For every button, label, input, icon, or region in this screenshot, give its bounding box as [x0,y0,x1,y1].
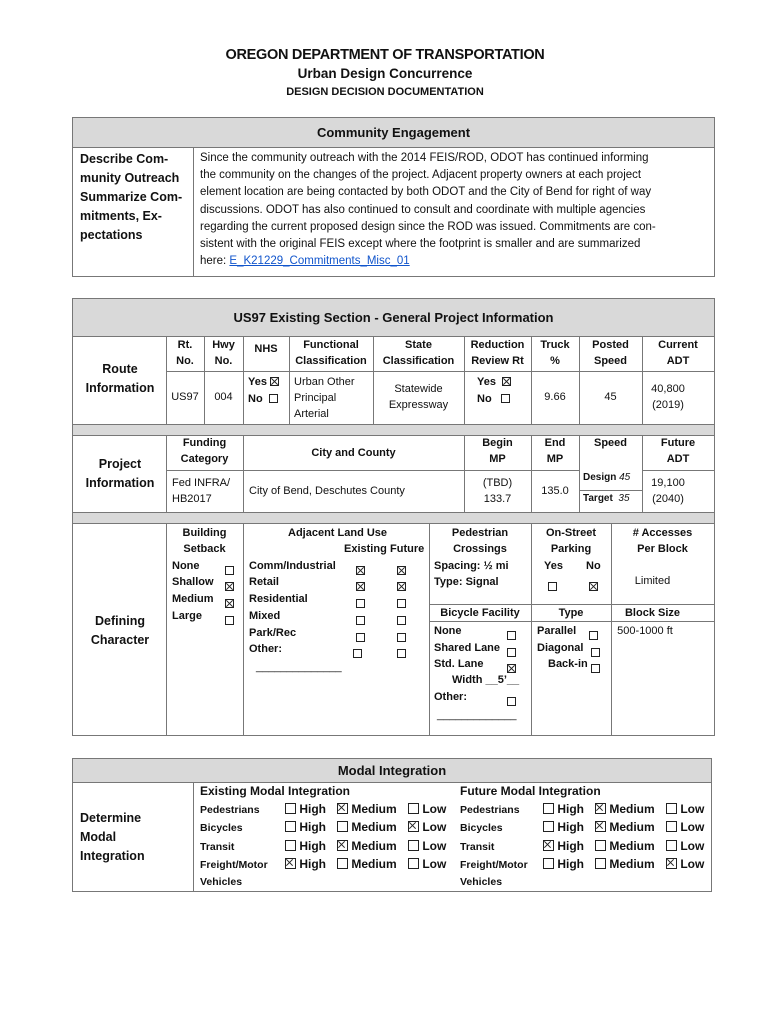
future-freight-low-checkbox[interactable] [666,858,677,869]
ped-spacing: Spacing: ½ mi [434,560,509,572]
future-pedestrians-high-checkbox[interactable] [543,803,554,814]
existing-level-option[interactable]: High [285,856,326,872]
end-mp: 135.0 [541,485,569,497]
existing-modal-title: Existing Modal Integration [200,784,351,798]
parking-parallel-checkbox[interactable] [589,631,598,640]
city-county: City of Bend, Deschutes County [249,485,405,497]
park-future-checkbox[interactable] [397,633,406,642]
existing-level-option[interactable]: High [285,838,326,854]
commitments-link[interactable]: E_K21229_Commitments_Misc_01 [229,255,410,268]
existing-level-option[interactable]: Low [408,819,446,835]
existing-bicycles-low-checkbox[interactable] [408,821,419,832]
existing-level-option[interactable]: Medium [337,838,397,854]
functional-classification: Urban Other Principal Arterial [294,376,355,420]
truck-percent: 9.66 [544,391,566,403]
community-label: Describe Com- munity Outreach Summarize Com- mitments, Ex- pectations [80,152,183,242]
parking-no-checkbox[interactable] [589,582,598,591]
future-pedestrians-medium-checkbox[interactable] [595,803,606,814]
future-mode-label: Pedestrians [460,804,520,816]
future-transit-high-checkbox[interactable] [543,840,554,851]
funding-category: Fed INFRA/ HB2017 [172,477,231,505]
existing-level-option[interactable]: Low [408,838,446,854]
comm-future-checkbox[interactable] [397,566,406,575]
mixed-existing-checkbox[interactable] [356,616,365,625]
modal-label: Determine Modal Integration [80,811,145,863]
form-title: Urban Design Concurrence [297,66,473,81]
retail-existing-checkbox[interactable] [356,582,365,591]
setback-none: None [172,560,200,572]
project-info-label: Project Information [85,457,155,490]
setback-medium-checkbox[interactable] [225,599,234,608]
park-existing-checkbox[interactable] [356,633,365,642]
existing-freight-high-checkbox[interactable] [285,858,296,869]
modal-heading: Modal Integration [73,759,711,783]
existing-level-option[interactable]: High [285,801,326,817]
future-bicycles-medium-checkbox[interactable] [595,821,606,832]
future-level-option[interactable]: Medium [595,856,655,872]
future-adt: 19,100 (2040) [651,477,685,505]
accesses-per-block: Limited [634,575,671,587]
reduction-yes-checkbox[interactable] [502,377,511,386]
setback-shallow-checkbox[interactable] [225,582,234,591]
parking-diagonal-checkbox[interactable] [591,648,600,657]
comm-existing-checkbox[interactable] [356,566,365,575]
future-modal-title: Future Modal Integration [460,784,601,798]
bike-none-checkbox[interactable] [507,631,516,640]
other-future-checkbox[interactable] [397,649,406,658]
existing-freight-medium-checkbox[interactable] [337,858,348,869]
existing-pedestrians-high-checkbox[interactable] [285,803,296,814]
future-level-option[interactable]: High [543,801,584,817]
bike-other-checkbox[interactable] [507,697,516,706]
agency-title: OREGON DEPARTMENT OF TRANSPORTATION [225,47,545,63]
community-text: Since the community outreach with the 2014 FEIS/ROD, ODOT has continued informing the community on the changes of the project. Adjacent property owners at each project element location are being contacted by both ODOT and the City of Bend for right of way discussions. ODOT has also continued to consult and coordinate with multiple agencies regarding the current proposed design since the ROD was issued. Commitments are con- sistent with the original FEIS except where the footprint is smaller and are summarized here: E_K21229_Commitments_Misc_01 [200,152,656,268]
route-number: US97 [171,391,199,403]
defining-character-label: Defining Character [90,614,150,647]
mixed-future-checkbox[interactable] [397,616,406,625]
highway-number: 004 [214,391,233,403]
existing-mode-label: Pedestrians [200,804,260,816]
existing-bicycles-high-checkbox[interactable] [285,821,296,832]
current-adt: 40,800 (2019) [651,383,685,411]
existing-level-option[interactable]: Medium [337,856,397,872]
future-level-option[interactable]: High [543,819,584,835]
future-level-option[interactable]: Medium [595,801,655,817]
parking-yes-checkbox[interactable] [548,582,557,591]
existing-level-option[interactable]: High [285,819,326,835]
posted-speed: 45 [604,391,617,403]
target-speed: 35 [618,493,630,504]
future-level-option[interactable]: Low [666,838,704,854]
future-level-option[interactable]: Medium [595,838,655,854]
community-heading: Community Engagement [73,118,714,148]
future-level-option[interactable]: High [543,856,584,872]
future-level-option[interactable]: Low [666,801,704,817]
existing-pedestrians-medium-checkbox[interactable] [337,803,348,814]
existing-mode-label: Freight/Motor [200,859,268,871]
existing-transit-medium-checkbox[interactable] [337,840,348,851]
future-mode-label: Bicycles [460,822,503,834]
reduction-no-checkbox[interactable] [501,394,510,403]
existing-pedestrians-low-checkbox[interactable] [408,803,419,814]
residential-future-checkbox[interactable] [397,599,406,608]
bike-width: Width __5’__ [452,674,520,686]
ped-type: Type: Signal [434,576,499,588]
existing-transit-high-checkbox[interactable] [285,840,296,851]
existing-level-option[interactable]: Medium [337,819,397,835]
future-bicycles-high-checkbox[interactable] [543,821,554,832]
general-heading: US97 Existing Section - General Project Information [73,299,714,337]
future-transit-medium-checkbox[interactable] [595,840,606,851]
future-transit-low-checkbox[interactable] [666,840,677,851]
existing-bicycles-medium-checkbox[interactable] [337,821,348,832]
future-level-option[interactable]: High [543,838,584,854]
retail-future-checkbox[interactable] [397,582,406,591]
existing-freight-low-checkbox[interactable] [408,858,419,869]
existing-transit-low-checkbox[interactable] [408,840,419,851]
nhs-no-checkbox[interactable] [269,394,278,403]
future-level-option[interactable]: Low [666,819,704,835]
state-classification: Statewide Expressway [388,383,449,411]
nhs-yes-checkbox[interactable] [270,377,279,386]
design-speed: 45 [619,472,631,483]
future-mode-label: Freight/Motor [460,859,528,871]
future-level-option[interactable]: Medium [595,819,655,835]
future-vehicles-label: Vehicles [460,876,503,888]
setback-none-checkbox[interactable] [225,566,234,575]
existing-vehicles-label: Vehicles [200,876,243,888]
setback-large-checkbox[interactable] [225,616,234,625]
existing-mode-label: Bicycles [200,822,243,834]
future-bicycles-low-checkbox[interactable] [666,821,677,832]
existing-mode-label: Transit [200,841,235,853]
route-info-label: Route Information [85,362,155,395]
existing-level-option[interactable]: Medium [337,801,397,817]
existing-level-option[interactable]: Low [408,801,446,817]
bike-shared-lane-checkbox[interactable] [507,648,516,657]
future-freight-high-checkbox[interactable] [543,858,554,869]
future-freight-medium-checkbox[interactable] [595,858,606,869]
future-mode-label: Transit [460,841,495,853]
begin-mp: (TBD) 133.7 [482,477,513,505]
parking-back-in-checkbox[interactable] [591,664,600,673]
future-level-option[interactable]: Low [666,856,704,872]
residential-existing-checkbox[interactable] [356,599,365,608]
form-subtitle: DESIGN DECISION DOCUMENTATION [286,86,484,98]
block-size: 500-1000 ft [617,625,673,637]
land-use-heading: Adjacent Land Use [288,527,388,539]
future-pedestrians-low-checkbox[interactable] [666,803,677,814]
other-existing-checkbox[interactable] [353,649,362,658]
existing-level-option[interactable]: Low [408,856,446,872]
